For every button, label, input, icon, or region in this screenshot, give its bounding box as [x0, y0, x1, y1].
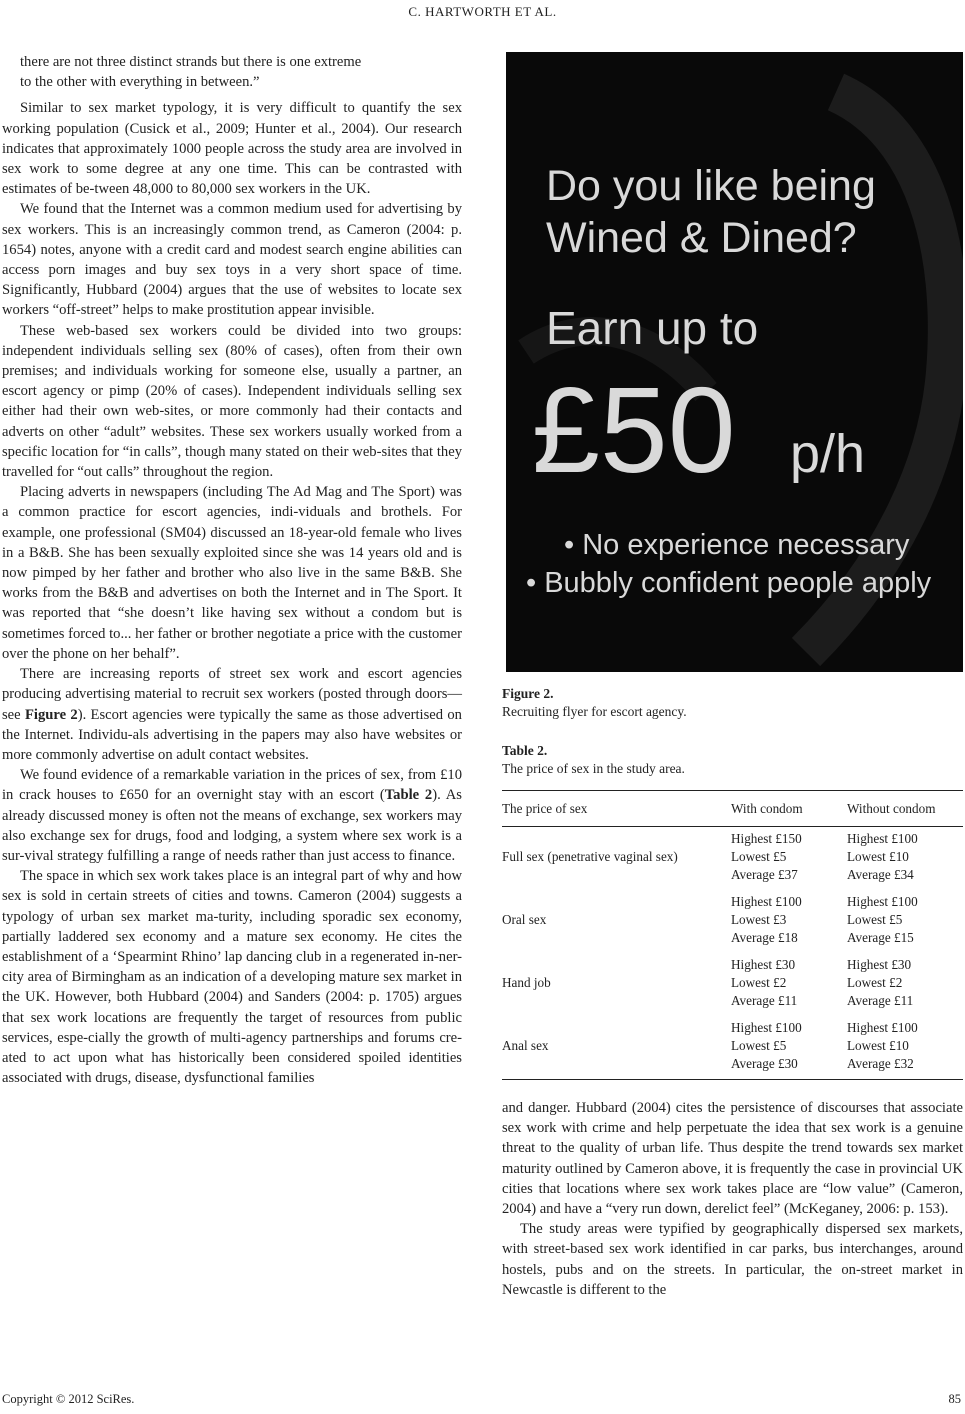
header-price-of-sex: The price of sex [502, 800, 588, 816]
without-condom-cell [847, 827, 963, 891]
lowest: Lowest £3 [731, 912, 787, 927]
paragraph-prices [2, 765, 462, 866]
highest: Highest £100 [731, 1020, 802, 1035]
average: Average £18 [731, 930, 798, 945]
highest: Highest £100 [847, 894, 918, 909]
table-row [502, 827, 963, 891]
figure-caption-text: Recruiting flyer for escort agency. [502, 704, 687, 719]
average: Average £30 [731, 1056, 798, 1071]
copyright-footer: Copyright © 2012 SciRes. [2, 1392, 135, 1406]
table-caption [502, 742, 962, 778]
highest: Highest £150 [731, 831, 802, 846]
with-condom-cell [731, 1016, 847, 1080]
price-table [502, 790, 963, 1080]
paragraph-internet: We found that the Internet was a common medium used for advertising by sex workers. This is an increasingly common trend, as Cameron (2004: p. 1654) notes, anyone with a credit card and modest search engine abilities can access porn images and buy sex toys in a very short space of time. Significantly, Hubbard (2004) argues that the use of websites to locate sex workers “off-street” helps to make prostitution appear invisible. [2, 201, 462, 319]
figure-caption [502, 685, 962, 721]
figure-2-reference[interactable]: Figure 2 [24, 706, 78, 723]
flyer-line-3: Earn up to [546, 302, 759, 354]
average: Average £37 [731, 867, 798, 882]
flyer-line-2: Wined & Dined? [546, 214, 857, 262]
paragraph-study-areas: The study areas were typified by geographically dispersed sex markets, with street-based sex work identified in car parks, bus interchanges, around hostels, pubs and on the streets. In particular, the on-street market in Newcastle is different to the [502, 1221, 963, 1298]
flyer-graphic [506, 52, 963, 672]
text-span: ). Escort agencies were typically the same as those advertised on the Internet. Individu-als advertising in the papers may also have websites or more commonly advertise on adult contact websites. [2, 706, 462, 763]
flyer-bullet-1: • No experience necessary [564, 529, 910, 561]
table-row [502, 890, 963, 953]
text-span: We found evidence of a remarkable variation in the prices of sex, from £10 in crack houses to £650 for an overnight stay with an escort ( [2, 767, 462, 804]
lowest: Lowest £2 [847, 975, 903, 990]
figure-caption-label: Figure 2. [502, 686, 554, 701]
row-type: Full sex (penetrative vaginal sex) [502, 849, 678, 864]
figure-2-flyer-image [506, 52, 963, 672]
highest: Highest £100 [847, 1020, 918, 1035]
highest: Highest £100 [847, 831, 918, 846]
header-without-condom: Without condom [847, 800, 936, 816]
without-condom-cell [847, 953, 963, 1016]
paragraph-population: Similar to sex market typology, it is very difficult to quantify the sex working population (Cusick et al., 2009; Hunter et al., 2004). Our research indicates that approximately 1000 people across the study area are involved in sex work to some degree at any one time. This can be contrasted with estimates of be-tween 48,000 to 80,000 sex workers in the UK. [2, 100, 462, 198]
without-condom-cell [847, 890, 963, 953]
lowest: Lowest £5 [731, 849, 787, 864]
table-row [502, 1016, 963, 1080]
highest: Highest £100 [731, 894, 802, 909]
average: Average £15 [847, 930, 914, 945]
text-span: ). As already discussed money is often not the means of exchange, sex workers may also exchange sex for drugs, food and lodging, a system where sex work is a sur-vival strategy fulfilling a range of needs rather than just access to finance. [2, 787, 462, 864]
without-condom-cell [847, 1016, 963, 1080]
flyer-amount: £50 [532, 362, 736, 498]
running-head: C. HARTWORTH ET AL. [408, 4, 557, 19]
lowest: Lowest £5 [731, 1038, 787, 1053]
with-condom-cell [731, 953, 847, 1016]
average: Average £11 [847, 993, 914, 1008]
lowest: Lowest £2 [731, 975, 787, 990]
paragraph-space: The space in which sex work takes place is an integral part of why and how sex is sold in certain streets of cities and towns. Cameron (2004) suggests a typology of urban sex market ma-turity, including sporadic sex economy, partially laddered sex economy and a mature sex economy. He cites the establishment of a ‘Spearmint Rhino’ lap dancing club in a regenerated in-ner-city area of Birmingham as an indication of a developing mature sex market in the UK. However, both Hubbard (2004) and Sanders (2004: p. 1705) argues that sex work locations are frequently the target of resources from public services, espe-cially the growth of multi-agency partnerships and forums cre-ated to act upon what has historically been considered spoiled identities associated with drugs, disease, dysfunctional families [2, 868, 462, 1087]
table-row [502, 953, 963, 1016]
table-caption-label: Table 2. [502, 743, 548, 758]
paragraph-danger: and danger. Hubbard (2004) cites the persistence of discourses that associate sex work with crime and help perpetuate the idea that sex work is a genuine threat to the quality of urban life. Thus despite the trend towards sex market maturity outlined by Cameron above, it is frequently the case in provincial UK cities that locations where sex work takes place are “low value” (Cameron, 2004) and have a “very run down, derelict feel” (McKeganey, 2006: p. 153). [502, 1100, 963, 1218]
lowest: Lowest £5 [847, 912, 903, 927]
table-caption-text: The price of sex in the study area. [502, 761, 685, 776]
highest: Highest £30 [731, 957, 796, 972]
with-condom-cell [731, 827, 847, 891]
average: Average £32 [847, 1056, 914, 1071]
flyer-bullet-2: • Bubbly confident people apply [526, 567, 932, 599]
quote-line-2: to the other with everything in between.” [20, 74, 260, 91]
row-type: Oral sex [502, 912, 547, 927]
paragraph-newspapers: Placing adverts in newspapers (including The Ad Mag and The Sport) was a common practice for escort agencies, indi-viduals and brothels. For example, one professional (SM04) discussed an 18-year-old female who lives in a B&B. She has been sexually exploited since she was 14 years old and is now pimped by her father and brother who also live in the same B&B. She works from the B&B and advertises on both the Internet and in The Sport. It was reported that “she doesn’t like having sex without a condom but is sometimes forced to... her father or brother negotiate a price with the customer over the phone on her behalf”. [2, 484, 462, 662]
page-number: 85 [948, 1392, 961, 1406]
table-header-row [502, 791, 963, 827]
block-quote [20, 52, 462, 92]
average: Average £11 [731, 993, 798, 1008]
lowest: Lowest £10 [847, 1038, 909, 1053]
row-type: Hand job [502, 975, 551, 990]
flyer-per-hour: p/h [790, 424, 866, 484]
right-column-text [502, 1098, 963, 1300]
with-condom-cell [731, 890, 847, 953]
highest: Highest £30 [847, 957, 912, 972]
paragraph-web-based: These web-based sex workers could be divided into two groups: independent individuals selling sex (80% of cases), often from their own premises; and individuals working for someone else, usually a partner, an escort agency or pimp (20% of cases). Independent individuals selling sex either had their own web-sites, or more commonly had their contacts and adverts on other “adult” websites. These sex workers usually worked from a specific location for “in calls”, though many stated on their web-sites that they travelled for “out calls” throughout the region. [2, 322, 462, 481]
flyer-line-1: Do you like being [546, 162, 876, 210]
table-2-reference[interactable]: Table 2 [384, 787, 433, 804]
average: Average £34 [847, 867, 914, 882]
paragraph-street-work [2, 664, 462, 765]
text-span: There are increasing reports of street sex work and escort agencies producing advertising material to recruit sex workers (posted through doors—see [2, 666, 462, 723]
lowest: Lowest £10 [847, 849, 909, 864]
header-with-condom: With condom [731, 800, 803, 816]
quote-line-1: there are not three distinct strands but there is one extreme [20, 54, 362, 70]
row-type: Anal sex [502, 1038, 549, 1053]
left-column [2, 52, 462, 1088]
